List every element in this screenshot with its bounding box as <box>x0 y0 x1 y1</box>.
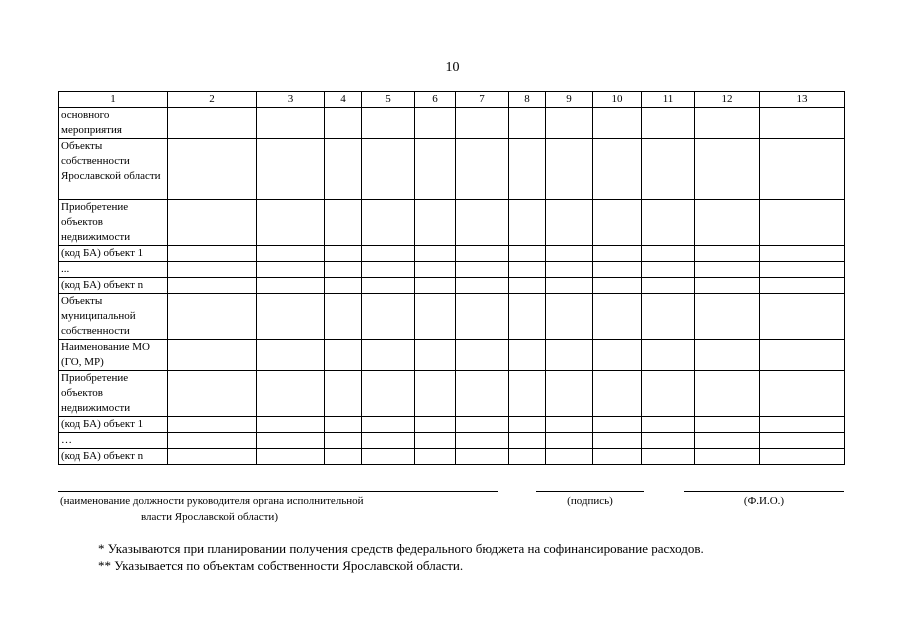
row-label: (код БА) объект 1 <box>59 246 168 262</box>
table-cell <box>325 340 362 371</box>
table-cell <box>509 294 546 340</box>
column-number: 10 <box>593 92 642 108</box>
row-label: Наименование МО (ГО, МР) <box>59 340 168 371</box>
table-cell <box>257 139 325 200</box>
table-cell <box>168 278 257 294</box>
table-cell <box>415 246 456 262</box>
table-cell <box>415 417 456 433</box>
column-number: 11 <box>642 92 695 108</box>
table-row <box>59 278 845 294</box>
header-row <box>59 92 845 108</box>
table-cell <box>415 278 456 294</box>
table-cell <box>642 371 695 417</box>
table-cell <box>168 371 257 417</box>
name-label: (Ф.И.О.) <box>743 495 785 507</box>
table-cell <box>415 449 456 465</box>
table-cell <box>760 417 845 433</box>
table-cell <box>642 108 695 139</box>
table-cell <box>456 246 509 262</box>
row-label: (код БА) объект n <box>59 278 168 294</box>
table-cell <box>546 278 593 294</box>
table-cell <box>168 108 257 139</box>
table-cell <box>695 246 760 262</box>
table-cell <box>325 139 362 200</box>
table-cell <box>546 433 593 449</box>
table-cell <box>760 340 845 371</box>
table-cell <box>593 278 642 294</box>
table-cell <box>257 371 325 417</box>
column-number: 1 <box>59 92 168 108</box>
table-cell <box>168 433 257 449</box>
table-cell <box>695 433 760 449</box>
table-cell <box>509 449 546 465</box>
table-cell <box>760 139 845 200</box>
table-cell <box>362 294 415 340</box>
table-cell <box>760 278 845 294</box>
table-cell <box>168 449 257 465</box>
table-cell <box>509 278 546 294</box>
table-cell <box>546 449 593 465</box>
table-cell <box>546 108 593 139</box>
table-cell <box>168 246 257 262</box>
table-row <box>59 246 845 262</box>
column-number: 12 <box>695 92 760 108</box>
table-cell <box>546 340 593 371</box>
table-cell <box>509 139 546 200</box>
table-cell <box>456 200 509 246</box>
table-cell <box>325 294 362 340</box>
table-cell <box>257 449 325 465</box>
table-cell <box>362 278 415 294</box>
table-cell <box>257 417 325 433</box>
table-cell <box>642 278 695 294</box>
table-cell <box>593 433 642 449</box>
table-cell <box>325 262 362 278</box>
table-cell <box>415 200 456 246</box>
table-cell <box>593 371 642 417</box>
table-row <box>59 340 845 371</box>
table-cell <box>695 340 760 371</box>
table-cell <box>415 340 456 371</box>
column-number: 5 <box>362 92 415 108</box>
column-number: 7 <box>456 92 509 108</box>
table-cell <box>760 371 845 417</box>
table-cell <box>546 371 593 417</box>
table-cell <box>760 433 845 449</box>
table-cell <box>325 200 362 246</box>
table-cell <box>362 340 415 371</box>
table-cell <box>362 108 415 139</box>
table-row <box>59 108 845 139</box>
table-cell <box>509 262 546 278</box>
table-cell <box>415 371 456 417</box>
table-row <box>59 139 845 200</box>
column-number: 9 <box>546 92 593 108</box>
table-cell <box>695 417 760 433</box>
table-cell <box>456 278 509 294</box>
table-cell <box>325 417 362 433</box>
table-cell <box>695 449 760 465</box>
table-cell <box>760 449 845 465</box>
table-row <box>59 200 845 246</box>
table-cell <box>760 294 845 340</box>
table-cell <box>695 371 760 417</box>
table-cell <box>546 200 593 246</box>
table-cell <box>325 433 362 449</box>
table-row <box>59 417 845 433</box>
column-number: 13 <box>760 92 845 108</box>
table-cell <box>325 371 362 417</box>
position-signature-line <box>58 491 498 492</box>
table-cell <box>760 200 845 246</box>
table-cell <box>642 139 695 200</box>
row-label: (код БА) объект n <box>59 449 168 465</box>
table-row <box>59 449 845 465</box>
table-cell <box>546 262 593 278</box>
table-cell <box>168 200 257 246</box>
table-cell <box>695 294 760 340</box>
table-cell <box>325 278 362 294</box>
row-label: Объекты собственности Ярославской области <box>59 139 168 200</box>
table-cell <box>456 139 509 200</box>
table-cell <box>509 246 546 262</box>
table-cell <box>593 449 642 465</box>
table-cell <box>168 417 257 433</box>
data-table <box>58 91 845 465</box>
table-cell <box>456 371 509 417</box>
table-row <box>59 433 845 449</box>
row-label: (код БА) объект 1 <box>59 417 168 433</box>
table-cell <box>257 246 325 262</box>
table-cell <box>695 139 760 200</box>
footnote-1: * Указываются при планировании получения средств федерального бюджета на софинансирование расходов. <box>98 541 704 556</box>
table-row <box>59 371 845 417</box>
position-label-continued: власти Ярославской области) <box>141 511 278 523</box>
row-label: ... <box>59 262 168 278</box>
table-row <box>59 294 845 340</box>
page-number: 10 <box>445 60 460 75</box>
table-cell <box>760 262 845 278</box>
name-signature-line <box>684 491 844 492</box>
table-cell <box>257 294 325 340</box>
signature-line <box>536 491 644 492</box>
table-cell <box>257 262 325 278</box>
table-cell <box>642 262 695 278</box>
table-cell <box>546 417 593 433</box>
table-cell <box>593 417 642 433</box>
table-cell <box>642 294 695 340</box>
table-cell <box>415 294 456 340</box>
table-cell <box>415 108 456 139</box>
table-cell <box>362 262 415 278</box>
row-label: … <box>59 433 168 449</box>
table-cell <box>593 200 642 246</box>
table-cell <box>593 139 642 200</box>
table-cell <box>695 278 760 294</box>
column-number: 6 <box>415 92 456 108</box>
table-cell <box>593 340 642 371</box>
table-cell <box>257 108 325 139</box>
table-cell <box>593 246 642 262</box>
table-cell <box>362 449 415 465</box>
table-cell <box>509 200 546 246</box>
table-cell <box>642 449 695 465</box>
table-cell <box>546 139 593 200</box>
table-cell <box>695 108 760 139</box>
table-cell <box>362 433 415 449</box>
row-label: Приобретение объектов недвижимости <box>59 371 168 417</box>
table-cell <box>456 449 509 465</box>
table-cell <box>415 139 456 200</box>
row-label: основного мероприятия <box>59 108 168 139</box>
table-cell <box>362 139 415 200</box>
table-cell <box>593 294 642 340</box>
table-cell <box>546 294 593 340</box>
table-cell <box>456 433 509 449</box>
table-cell <box>509 340 546 371</box>
position-label: (наименование должности руководителя органа исполнительной <box>60 495 364 507</box>
column-number: 4 <box>325 92 362 108</box>
table-cell <box>415 433 456 449</box>
table-cell <box>257 278 325 294</box>
table-cell <box>695 262 760 278</box>
table-cell <box>362 371 415 417</box>
table-cell <box>168 294 257 340</box>
table-cell <box>456 108 509 139</box>
table-cell <box>415 262 456 278</box>
table-cell <box>642 246 695 262</box>
table-cell <box>642 417 695 433</box>
table-cell <box>593 262 642 278</box>
table-cell <box>642 340 695 371</box>
table-cell <box>509 433 546 449</box>
table-cell <box>362 200 415 246</box>
row-label: Приобретение объектов недвижимости <box>59 200 168 246</box>
column-number: 2 <box>168 92 257 108</box>
table-cell <box>456 262 509 278</box>
table-cell <box>325 246 362 262</box>
table-cell <box>593 108 642 139</box>
table-row <box>59 262 845 278</box>
table-cell <box>362 417 415 433</box>
table-cell <box>509 371 546 417</box>
table-cell <box>760 246 845 262</box>
table-cell <box>168 262 257 278</box>
footnote-2: ** Указывается по объектам собственности Ярославской области. <box>98 558 464 573</box>
table-cell <box>456 417 509 433</box>
table-cell <box>695 200 760 246</box>
table-cell <box>546 246 593 262</box>
table-cell <box>257 433 325 449</box>
column-number: 8 <box>509 92 546 108</box>
table-cell <box>325 108 362 139</box>
table-cell <box>760 108 845 139</box>
signature-label: (подпись) <box>567 495 613 507</box>
table-cell <box>642 200 695 246</box>
table-cell <box>168 139 257 200</box>
table-cell <box>362 246 415 262</box>
table-cell <box>642 433 695 449</box>
row-label: Объекты муниципальной собственности <box>59 294 168 340</box>
column-number: 3 <box>257 92 325 108</box>
table-cell <box>456 340 509 371</box>
table-cell <box>257 200 325 246</box>
table-cell <box>257 340 325 371</box>
table-cell <box>509 417 546 433</box>
table-cell <box>325 449 362 465</box>
table-cell <box>509 108 546 139</box>
table-cell <box>456 294 509 340</box>
table-cell <box>168 340 257 371</box>
